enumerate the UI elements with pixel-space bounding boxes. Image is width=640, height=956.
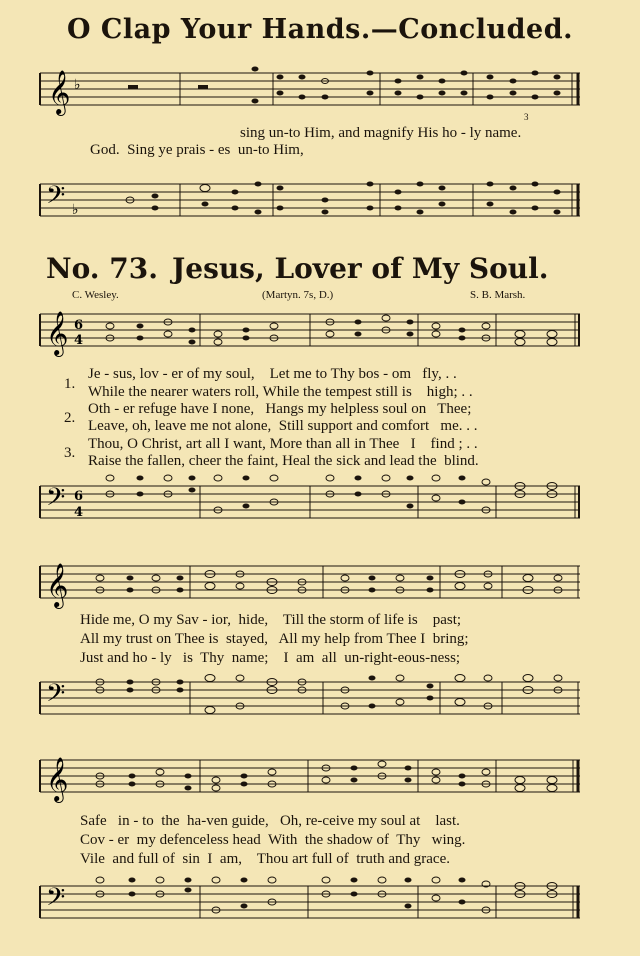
verse-3-line-b: Raise the fallen, cheer the faint, Heal the sick and lead the blind. — [88, 453, 479, 469]
system-2-lyric-3: Just and ho - ly is Thy name; I am all un-right-eous-ness; — [80, 650, 461, 666]
verse-1-number: 1. — [64, 376, 76, 392]
verse-2-number: 2. — [64, 410, 76, 426]
top-lyric-line-2: God. Sing ye prais - es un-to Him, — [90, 142, 304, 158]
top-lyric-line-1: sing un-to Him, and magnify His ho - ly name. — [240, 125, 522, 141]
verse-2-line-b: Leave, oh, leave me not alone, Still support and comfort me. . . — [88, 418, 478, 434]
hymn-number: No. 73. — [46, 252, 158, 285]
svg-text:𝄞: 𝄞 — [46, 563, 69, 607]
svg-text:𝄢: 𝄢 — [46, 181, 66, 216]
hymn-tune: (Martyn. 7s, D.) — [262, 289, 334, 301]
treble-staff-top — [40, 65, 585, 114]
verse-3-number: 3. — [64, 445, 76, 461]
svg-text:♭: ♭ — [74, 77, 81, 93]
system-3-lyric-3: Vile and full of sin I am, Thou art full of truth and grace. — [80, 851, 450, 867]
svg-text:6: 6 — [74, 489, 84, 504]
system-2-lyric-2: All my trust on Thee is stayed, All my help from Thee I bring; — [80, 631, 469, 647]
bass-staff-system-1 — [40, 476, 585, 526]
hymn-composer: S. B. Marsh. — [470, 289, 526, 301]
verse-3-line-a: Thou, O Christ, art all I want, More than all in Thee I find ; . . — [88, 436, 478, 452]
svg-text:𝄞: 𝄞 — [46, 757, 69, 801]
svg-text:𝄢: 𝄢 — [46, 883, 66, 918]
svg-text:♭: ♭ — [72, 202, 79, 218]
svg-text:4: 4 — [74, 333, 84, 348]
footnote-number: 3 — [524, 112, 529, 122]
treble-staff-system-1 — [40, 306, 585, 354]
verse-2-line-a: Oth - er refuge have I none, Hangs my helpless soul on Thee; — [88, 401, 472, 417]
bass-staff-top — [40, 178, 585, 223]
system-2-lyric-1: Hide me, O my Sav - ior, hide, Till the storm of life is past; — [80, 612, 462, 628]
treble-staff-system-3 — [40, 752, 585, 800]
continued-title: O Clap Your Hands.—Concluded. — [66, 14, 574, 45]
hymn-author: C. Wesley. — [72, 289, 119, 301]
bass-staff-system-3 — [40, 876, 585, 926]
svg-text:𝄞: 𝄞 — [46, 311, 69, 355]
verse-1-line-a: Je - sus, lov - er of my soul, Let me to Thy bos - om fly, . . — [88, 366, 457, 382]
system-3-lyric-1: Safe in - to the ha-ven guide, Oh, re-ceive my soul at last. — [80, 813, 460, 829]
bass-staff-system-2 — [40, 672, 585, 722]
svg-text:𝄞: 𝄞 — [48, 70, 71, 114]
svg-text:4: 4 — [74, 505, 84, 520]
system-3-lyric-2: Cov - er my defenceless head With the shadow of Thy wing. — [80, 832, 466, 848]
svg-text:6: 6 — [74, 318, 84, 333]
verse-1-line-b: While the nearer waters roll, While the tempest still is high; . . — [88, 384, 473, 400]
svg-text:𝄢: 𝄢 — [46, 679, 66, 714]
hymn-title: Jesus, Lover of My Soul. — [172, 252, 549, 285]
svg-text:𝄢: 𝄢 — [46, 483, 66, 518]
treble-staff-system-2 — [40, 558, 585, 606]
